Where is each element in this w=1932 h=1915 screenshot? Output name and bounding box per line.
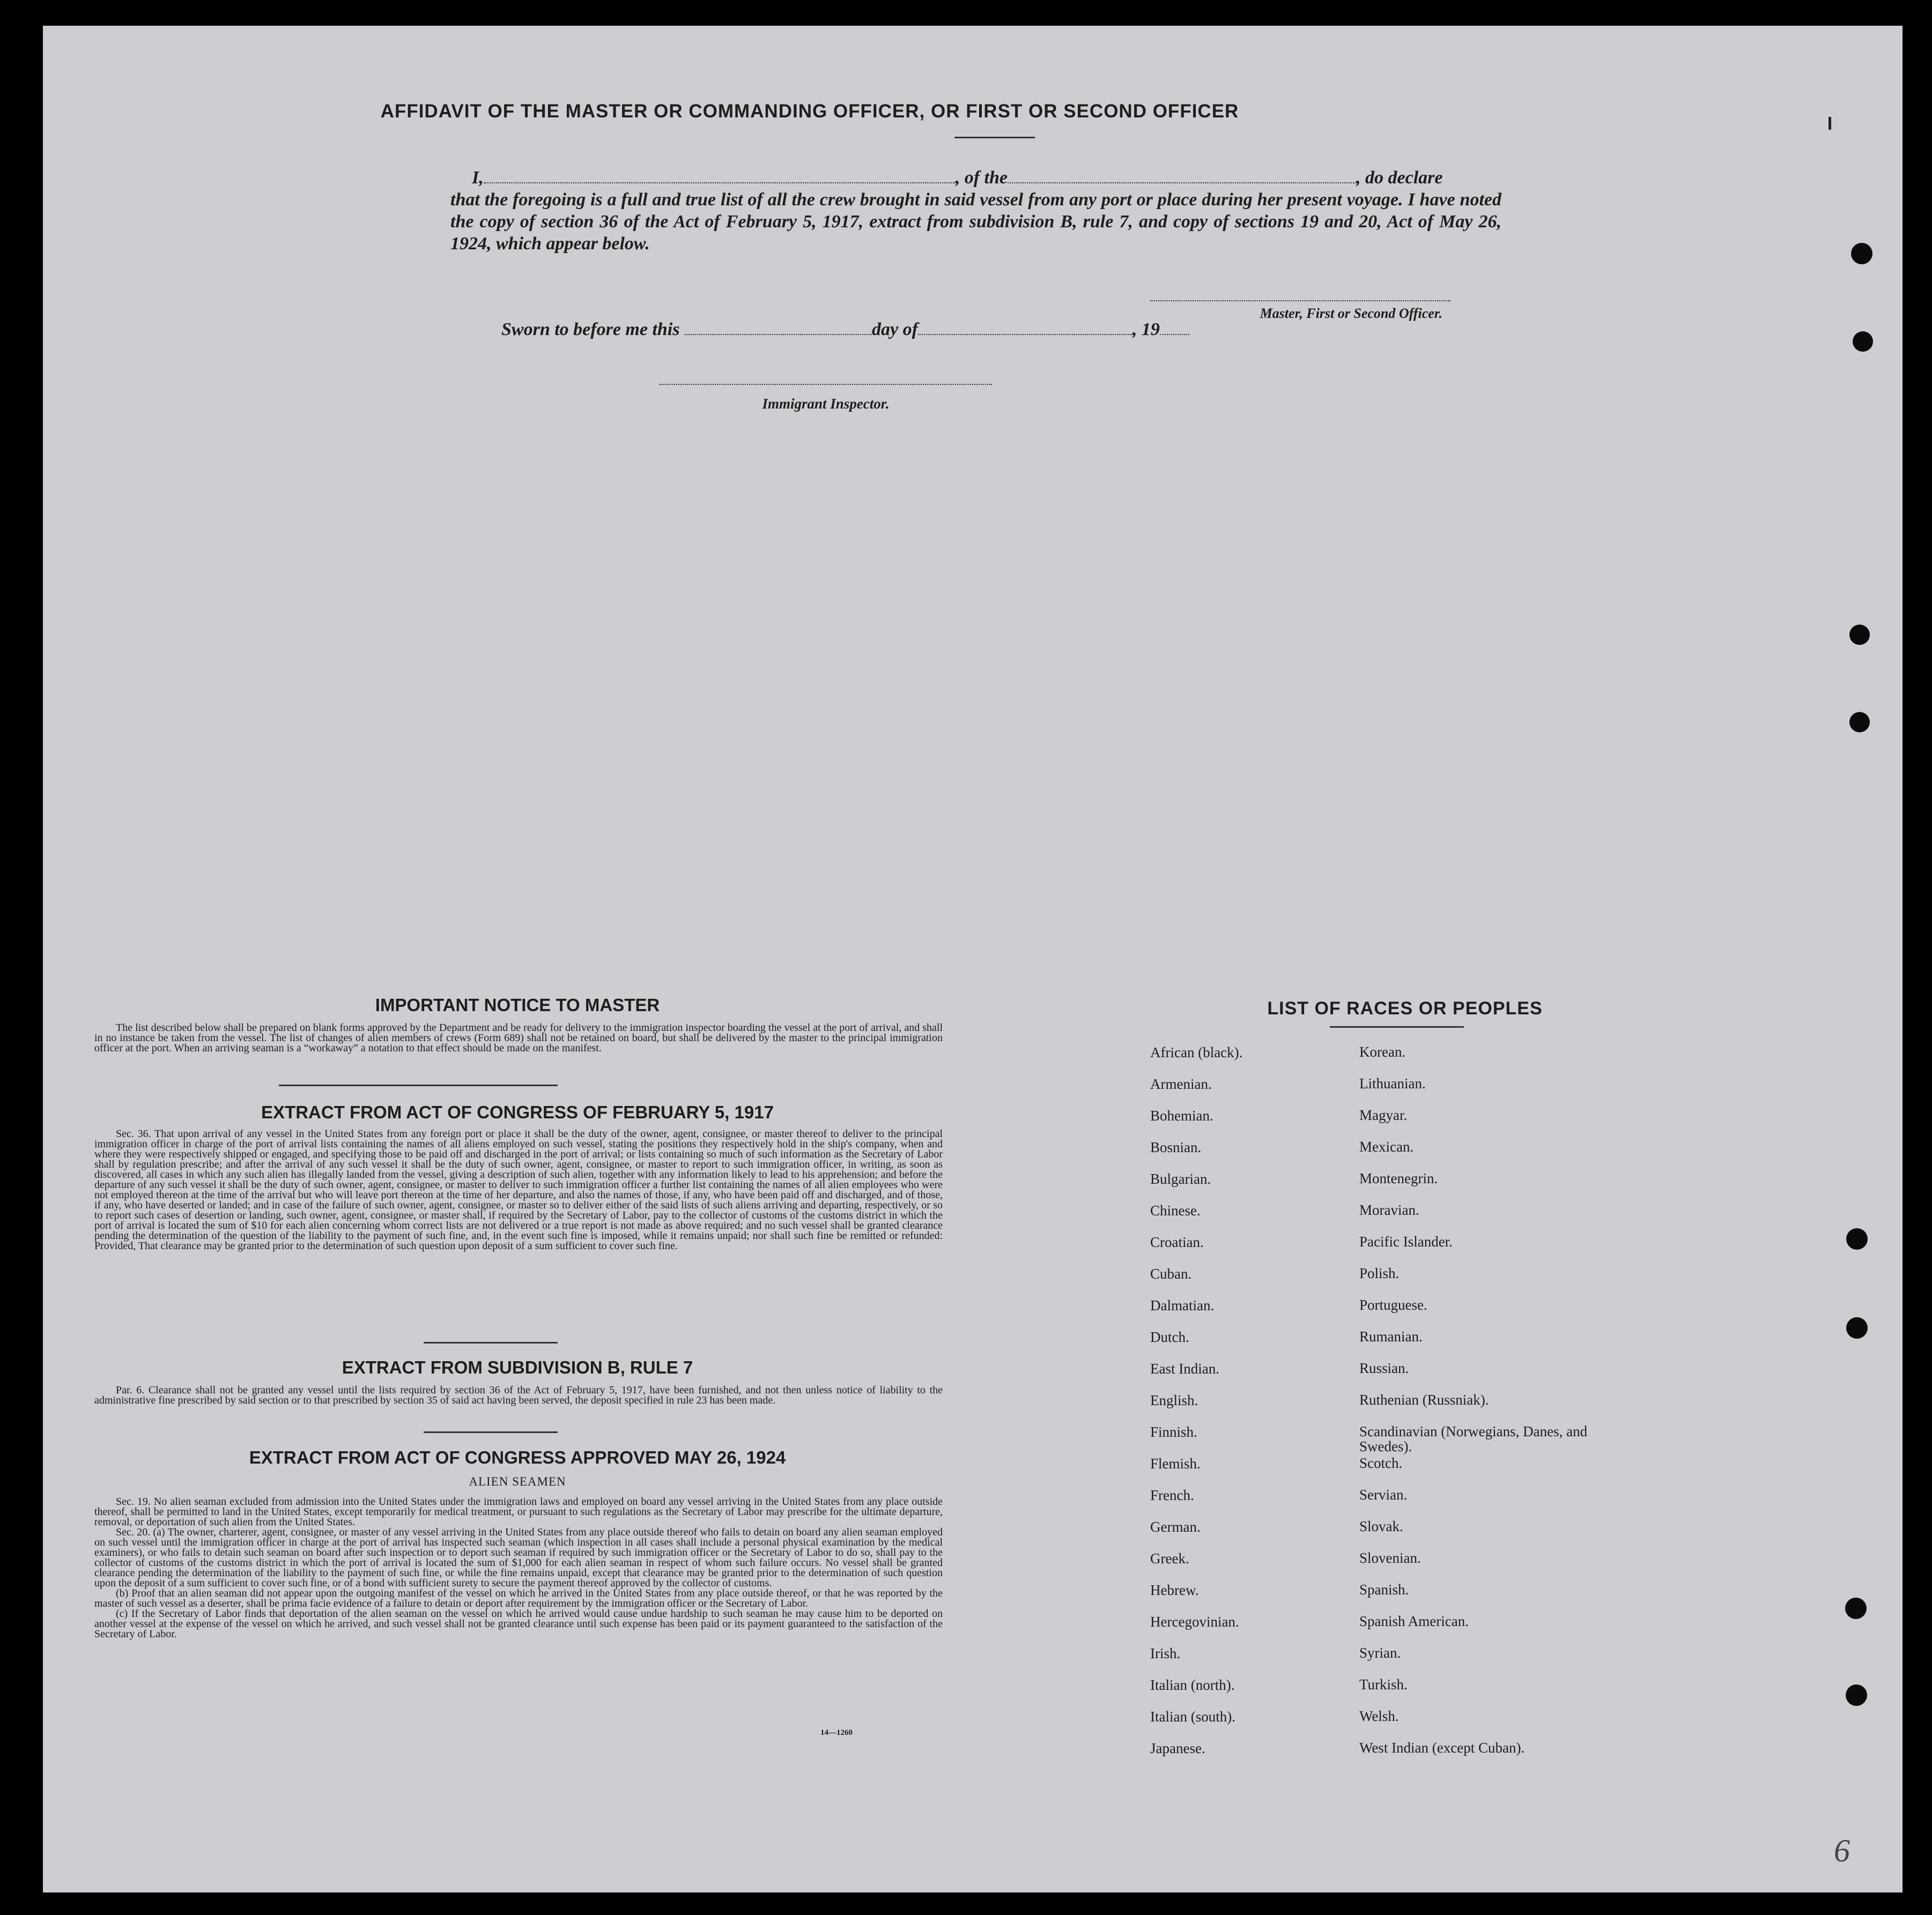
race-row — [1150, 1076, 1633, 1108]
race-right-item: Polish. — [1359, 1265, 1400, 1281]
race-right-item: Korean. — [1359, 1044, 1406, 1060]
section-divider — [424, 1342, 558, 1344]
race-right-item: Turkish. — [1359, 1676, 1408, 1693]
name-blank[interactable] — [484, 168, 956, 183]
race-left-item: Dutch. — [1150, 1329, 1189, 1345]
extract-1924-title: EXTRACT FROM ACT OF CONGRESS APPROVED MAY 26, 1924 — [249, 1448, 786, 1467]
race-row — [1150, 1645, 1633, 1677]
race-row — [1150, 1614, 1633, 1645]
race-row — [1150, 1171, 1633, 1203]
punch-hole — [1846, 1684, 1867, 1706]
race-right-item: Spanish American. — [1359, 1613, 1469, 1629]
extract-rule7-body — [94, 1385, 943, 1406]
sec-20a-paragraph: Sec. 20. (a) The owner, charterer, agent, consignee, or master of any vessel arriving in the United States from any place outside thereof who fails to detain on board any alien seaman employed on such vessel until the immigration officer in charge at the port of arrival has inspected such seaman (which inspection in all cases shall include a personal physical examination by the medical examiners), or who fails to detain such seaman on board after such inspection or to deport such seaman if required by such immigration officer or the Secretary of Labor to do so, shall pay to the collector of customs of the customs district in which the port of arrival is located the sum of $1,000 for each alien seaman in respect of whom such failure occurs. No vessel shall be granted clearance pending the determination of the liability to the payment of such fine, or while the fine remains unpaid, except that clearance may be granted prior to the determination of such question upon the deposit of a sum sufficient to cover such fine, or of a bond with sufficient surety to secure the payment thereof approved by the collector of customs. — [94, 1526, 943, 1589]
notice-body — [94, 1023, 943, 1053]
race-row — [1150, 1297, 1633, 1329]
races-title-divider — [1330, 1026, 1464, 1028]
race-row — [1150, 1740, 1633, 1772]
handwritten-page-mark: 6 — [1834, 1833, 1850, 1868]
punch-hole — [1849, 625, 1870, 645]
vessel-blank[interactable] — [1008, 168, 1356, 183]
race-right-item: Scandinavian (Norwegians, Danes, and Swedes). — [1359, 1423, 1588, 1454]
race-left-item: East Indian. — [1150, 1361, 1219, 1377]
day-of-text: day of — [871, 320, 918, 339]
affidavit-declaration — [450, 167, 1501, 255]
race-row — [1150, 1677, 1633, 1709]
extract-rule7-title: EXTRACT FROM SUBDIVISION B, RULE 7 — [342, 1357, 693, 1377]
race-left-item: Greek. — [1150, 1550, 1189, 1567]
race-row — [1150, 1519, 1633, 1550]
race-right-item: Scotch. — [1359, 1455, 1403, 1471]
race-row — [1150, 1044, 1633, 1076]
sworn-year-blank[interactable] — [1160, 320, 1189, 335]
extract-1917-body — [94, 1129, 943, 1251]
race-left-item: Irish. — [1150, 1645, 1181, 1661]
extract-1924-body — [94, 1497, 943, 1639]
race-row — [1150, 1234, 1633, 1266]
race-right-item: Russian. — [1359, 1360, 1409, 1376]
race-left-item: French. — [1150, 1487, 1194, 1503]
race-row — [1150, 1392, 1633, 1424]
sworn-date-blank[interactable] — [684, 320, 872, 335]
race-row — [1150, 1487, 1633, 1519]
notice-paragraph: The list described below shall be prepared on blank forms approved by the Department and be ready for delivery to the immigration inspector boarding the vessel at the port of arrival, and shall in no instance be taken from the vessel. The list of changes of alien members of crews (Form 689) shall not be retained on board, but shall be delivered by the master to the principal immigration officer at the port. When an arriving seaman is a “workaway” a notation to that effect should be made on the manifest. — [94, 1022, 943, 1054]
section-divider — [279, 1085, 558, 1086]
race-left-item: Hercegovinian. — [1150, 1614, 1239, 1630]
race-right-item: Moravian. — [1359, 1202, 1419, 1218]
punch-hole — [1845, 1598, 1867, 1619]
affidavit-of-the: , of the — [955, 168, 1008, 188]
section-36-paragraph: Sec. 36. That upon arrival of any vessel in the United States from any foreign port or place it shall be the duty of the owner, agent, consignee, or master thereof to deliver to the principal immigration officer in charge of the port of arrival lists containing the names of all aliens employed on such vessel, stating the positions they respectively hold in the ship's company, when and where they were respectively shipped or engaged, and specifying those to be paid off and discharged in the port of arrival; or lists containing so much of such information as the Secretary of Labor shall by regulation prescribe; and after the arrival of any such vessel it shall be the duty of such owner, agent, consignee, or master to report to such immigration officer, in writing, as soon as discovered, all cases in which any such alien has illegally landed from the vessel, giving a description of such alien, together with any information likely to lead to his apprehension; and before the departure of any such vessel it shall be the duty of such owner, agent, consignee, or master to deliver to such immigration officer a further list containing the names of all alien employees who were not employed thereon at the time of the arrival but who will leave port thereon at the time of her departure, and also the names of those, if any, who have been paid off and discharged, and of those, if any, who have deserted or landed; and in case of the failure of such owner, agent, consignee, or master so to deliver either of the said lists of such aliens arriving and departing, respectively, or so to report such cases of desertion or landing, such owner, agent, consignee, or master shall, if required by the Secretary of Labor, pay to the collector of customs of the customs district in which the port of arrival is located the sum of $10 for each alien concerning whom correct lists are not delivered or a true report is not made as above required; and no such vessel shall be granted clearance pending the determination of the question of the liability to the payment of such fine, and, in the event such fine is imposed, while it remains unpaid; nor shall such fine be remitted or refunded: Provided, That clearance may be granted prior to the determination of such question upon deposit of a sum sufficient to cover such fine. — [94, 1128, 943, 1252]
sworn-text: Sworn to before me this — [501, 320, 680, 339]
races-list-title: LIST OF RACES OR PEOPLES — [1267, 998, 1543, 1019]
race-left-item: German. — [1150, 1519, 1201, 1535]
race-row — [1150, 1266, 1633, 1297]
race-row — [1150, 1139, 1633, 1171]
race-right-item: Lithuanian. — [1359, 1075, 1426, 1092]
race-row — [1150, 1709, 1633, 1740]
race-row — [1150, 1456, 1633, 1487]
affidavit-i: I, — [472, 168, 484, 188]
sec-20c-paragraph: (c) If the Secretary of Labor finds that deportation of the alien seaman on the vessel on which he arrived would cause undue hardship to such seaman he may cause him to be deported on another vessel at the expense of the vessel on which he arrived, and such vessel shall not be granted clearance until such expense has been paid or its payment guaranteed to the satisfaction of the Secretary of Labor. — [94, 1608, 943, 1640]
title-divider — [954, 137, 1035, 138]
sec-20b-paragraph: (b) Proof that an alien seaman did not appear upon the outgoing manifest of the vessel on which he arrived in the United States from any place outside thereof, or that he was reported by the master of such vessel as a deserter, shall be prima facie evidence of a failure to detain or deport after requirement by the immigration officer or the Secretary of Labor. — [94, 1587, 943, 1609]
race-left-item: African (black). — [1150, 1044, 1243, 1060]
race-row — [1150, 1550, 1633, 1582]
extract-1917-title: EXTRACT FROM ACT OF CONGRESS OF FEBRUARY 5, 1917 — [261, 1102, 774, 1122]
section-divider — [424, 1431, 558, 1433]
master-signature-label: Master, First or Second Officer. — [1260, 306, 1442, 321]
race-row — [1150, 1361, 1633, 1392]
race-left-item: Armenian. — [1150, 1076, 1212, 1092]
margin-mark — [1829, 117, 1831, 130]
alien-seamen-subtitle: ALIEN SEAMEN — [469, 1475, 566, 1488]
race-right-item: Slovak. — [1359, 1518, 1403, 1534]
inspector-signature-line[interactable] — [660, 384, 992, 385]
race-row — [1150, 1329, 1633, 1361]
race-right-item: Mexican. — [1359, 1139, 1414, 1155]
sworn-month-blank[interactable] — [918, 320, 1132, 335]
race-right-item: Syrian. — [1359, 1645, 1401, 1661]
inspector-signature-label: Immigrant Inspector. — [762, 396, 890, 412]
affidavit-title: AFFIDAVIT OF THE MASTER OR COMMANDING OFFICER, OR FIRST OR SECOND OFFICER — [380, 101, 1239, 122]
race-left-item: Chinese. — [1150, 1203, 1201, 1219]
form-number: 14—1260 — [820, 1728, 853, 1737]
race-row — [1150, 1203, 1633, 1234]
race-left-item: Bohemian. — [1150, 1108, 1213, 1124]
race-row — [1150, 1424, 1633, 1456]
race-left-item: Dalmatian. — [1150, 1297, 1215, 1313]
par-6-paragraph: Par. 6. Clearance shall not be granted any vessel until the lists required by section 36 of the Act of February 5, 1917, have been furnished, and not then unless notice of liability to the administrative fine prescribed by said section or to that prescribed by section 35 of said act having been served, the deposit specified in rule 23 has been made. — [94, 1384, 943, 1406]
year-text: , 19 — [1132, 320, 1160, 339]
punch-hole — [1849, 712, 1870, 732]
race-left-item: Finnish. — [1150, 1424, 1197, 1440]
race-right-item: Pacific Islander. — [1359, 1234, 1453, 1250]
race-left-item: Italian (south). — [1150, 1709, 1235, 1725]
race-left-item: Flemish. — [1150, 1456, 1201, 1472]
race-right-item: Montenegrin. — [1359, 1170, 1438, 1186]
affidavit-do-declare: , do declare — [1356, 168, 1443, 188]
race-right-item: Slovenian. — [1359, 1550, 1421, 1566]
races-list — [1150, 1044, 1633, 1772]
race-right-item: Spanish. — [1359, 1582, 1409, 1598]
punch-hole — [1846, 1317, 1868, 1339]
notice-title: IMPORTANT NOTICE TO MASTER — [375, 995, 660, 1015]
affidavit-body-text: that the foregoing is a full and true list of all the crew brought in said vessel from any port or place during her present voyage. I have noted the copy of section 36 of the Act of February 5, 1917, extract from subdivision B, rule 7, and copy of sections 19 and 20, Act of May 26, 1924, which appear below. — [450, 190, 1501, 254]
master-signature-line[interactable] — [1150, 300, 1450, 301]
race-left-item: Japanese. — [1150, 1740, 1205, 1756]
race-right-item: Rumanian. — [1359, 1328, 1423, 1345]
race-right-item: Magyar. — [1359, 1107, 1408, 1123]
punch-hole — [1851, 243, 1872, 264]
race-left-item: Cuban. — [1150, 1266, 1192, 1282]
race-left-item: English. — [1150, 1392, 1198, 1408]
document-page — [43, 26, 1903, 1892]
race-left-item: Bulgarian. — [1150, 1171, 1211, 1187]
race-right-item: Ruthenian (Russniak). — [1359, 1392, 1489, 1408]
race-right-item: Welsh. — [1359, 1708, 1399, 1724]
race-right-item: Portuguese. — [1359, 1297, 1427, 1313]
race-left-item: Bosnian. — [1150, 1139, 1202, 1155]
sec-19-paragraph: Sec. 19. No alien seaman excluded from admission into the United States under the immigration laws and employed on board any vessel arriving in the United States from any place outside thereof, shall be permitted to land in the United States, except temporarily for medical treatment, or pursuant to such regulations as the Secretary of Labor may prescribe for the ultimate departure, removal, or deportation of such alien from the United States. — [94, 1496, 943, 1528]
race-row — [1150, 1108, 1633, 1139]
race-right-item: West Indian (except Cuban). — [1359, 1740, 1525, 1756]
sworn-statement — [501, 320, 1306, 340]
race-left-item: Hebrew. — [1150, 1582, 1199, 1598]
race-left-item: Croatian. — [1150, 1234, 1204, 1250]
punch-hole — [1846, 1228, 1868, 1250]
race-left-item: Italian (north). — [1150, 1677, 1235, 1693]
punch-hole — [1853, 331, 1873, 352]
race-right-item: Servian. — [1359, 1487, 1408, 1503]
race-row — [1150, 1582, 1633, 1614]
